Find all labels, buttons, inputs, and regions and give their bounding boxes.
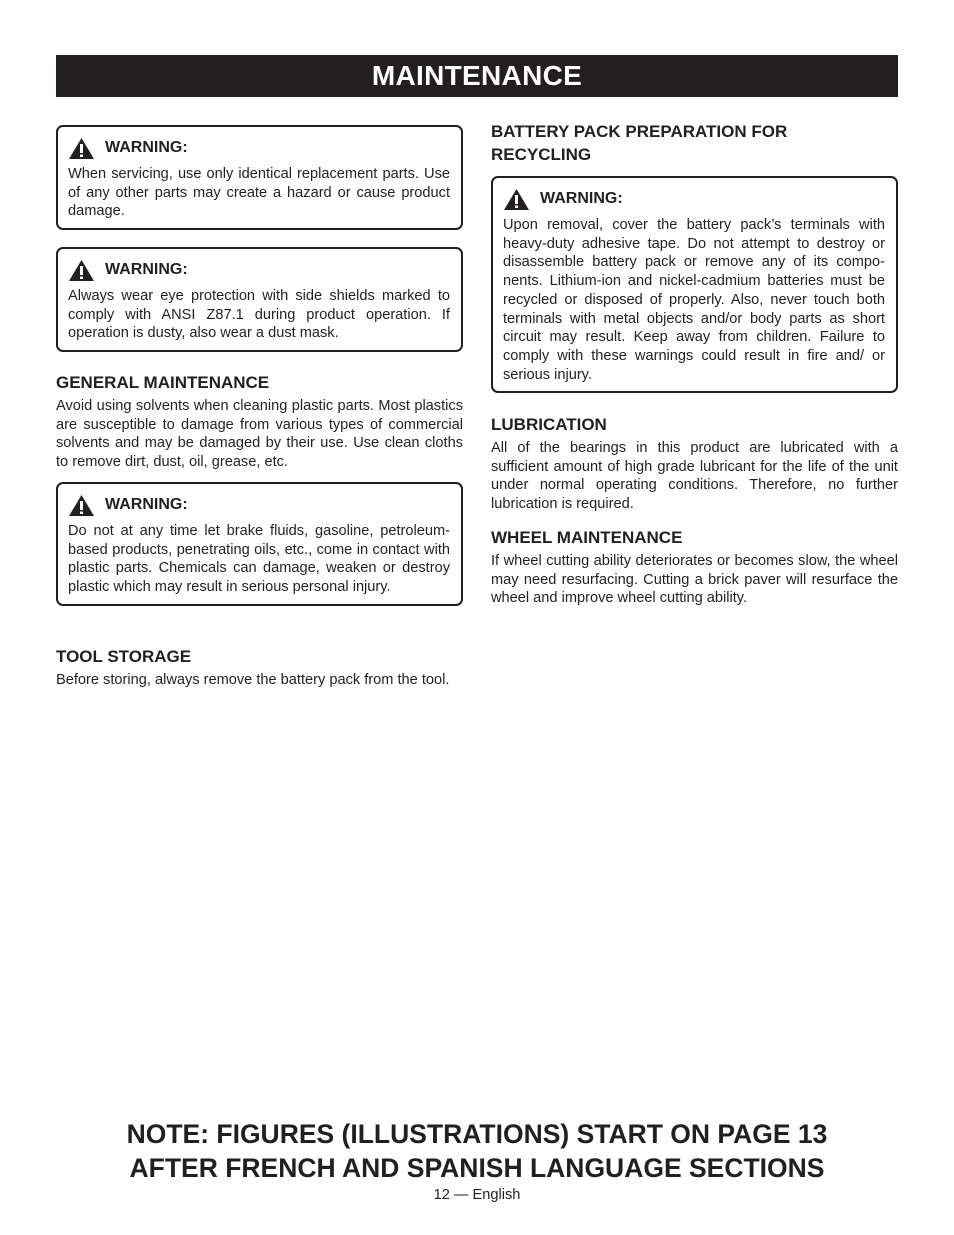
wheel-maintenance-heading: WHEEL MAINTENANCE [491, 528, 683, 547]
warning-header [68, 493, 450, 517]
warning-triangle-icon [68, 494, 95, 517]
warning-text: Do not at any time let brake fluids, gasoline, petroleum-based products, penetrating oils, etc., come in contact with plastic parts. Chemicals can damage, weaken or destroy plastic which may result in serious personal injury. [68, 523, 450, 596]
general-maintenance-heading: GENERAL MAINTENANCE [56, 373, 270, 392]
figures-note [0, 1117, 954, 1185]
lubrication-text: All of the bearings in this product are lubricated with a sufficient amount of high grade lubricant for the life of the unit under normal operating conditions. Therefore, no further lubrication is required. [491, 440, 898, 513]
warning-triangle-icon [68, 259, 95, 282]
warning-label: WARNING: [105, 261, 188, 278]
warning-text: Always wear eye protection with side shields marked to comply with ANSI Z87.1 during product operation. If operation is dusty, also wear a dust mask. [68, 288, 450, 342]
tool-storage-heading: TOOL STORAGE [56, 647, 192, 666]
warning-triangle-icon [68, 137, 95, 160]
warning-box-chemicals [56, 482, 463, 606]
page-number: 12 — English [433, 1187, 521, 1203]
warning-text: Upon removal, cover the battery pack’s terminals with heavy-duty adhesive tape. Do not attempt to destroy or disassemble battery pack or remove any of its compo-nents. Lithium-ion and nickel-cadmium batteries must be recycled or disposed of properly. Also, never touch both terminals with metal objects and/or body parts as short circuit may result. Keep away from children. Failure to comply with these warnings could result in fire and/ or serious injury. [503, 217, 885, 383]
warning-box-replacement-parts [56, 125, 463, 230]
figures-note-line1: NOTE: FIGURES (ILLUSTRATIONS) START ON PAGE 13 [126, 1119, 828, 1149]
tool-storage-text: Before storing, always remove the battery pack from the tool. [56, 672, 450, 688]
figures-note-line2: AFTER FRENCH AND SPANISH LANGUAGE SECTIONS [129, 1153, 825, 1183]
warning-header [503, 187, 885, 211]
lubrication-heading: LUBRICATION [491, 415, 607, 434]
warning-text: When servicing, use only identical replacement parts. Use of any other parts may create a hazard or cause product damage. [68, 166, 450, 220]
battery-recycling-heading-line1: BATTERY PACK PREPARATION FOR [491, 122, 788, 141]
warning-header [68, 136, 450, 160]
wheel-maintenance-text: If wheel cutting ability deteriorates or becomes slow, the wheel may need resurfacing. Cutting a brick paver will resurface the wheel and improve wheel cutting ability. [491, 553, 898, 607]
warning-box-eye-protection [56, 247, 463, 352]
warning-header [68, 258, 450, 282]
warning-label: WARNING: [540, 190, 623, 207]
warning-box-battery [491, 176, 898, 393]
warning-label: WARNING: [105, 139, 188, 156]
battery-recycling-heading [491, 120, 898, 166]
page-title: MAINTENANCE [56, 55, 898, 97]
battery-recycling-heading-line2: RECYCLING [491, 145, 592, 164]
warning-label: WARNING: [105, 496, 188, 513]
general-maintenance-text: Avoid using solvents when cleaning plastic parts. Most plastics are susceptible to damage from various types of commercial solvents and may be damaged by their use. Use clean cloths to remove dirt, dust, oil, grease, etc. [56, 398, 463, 471]
warning-triangle-icon [503, 188, 530, 211]
